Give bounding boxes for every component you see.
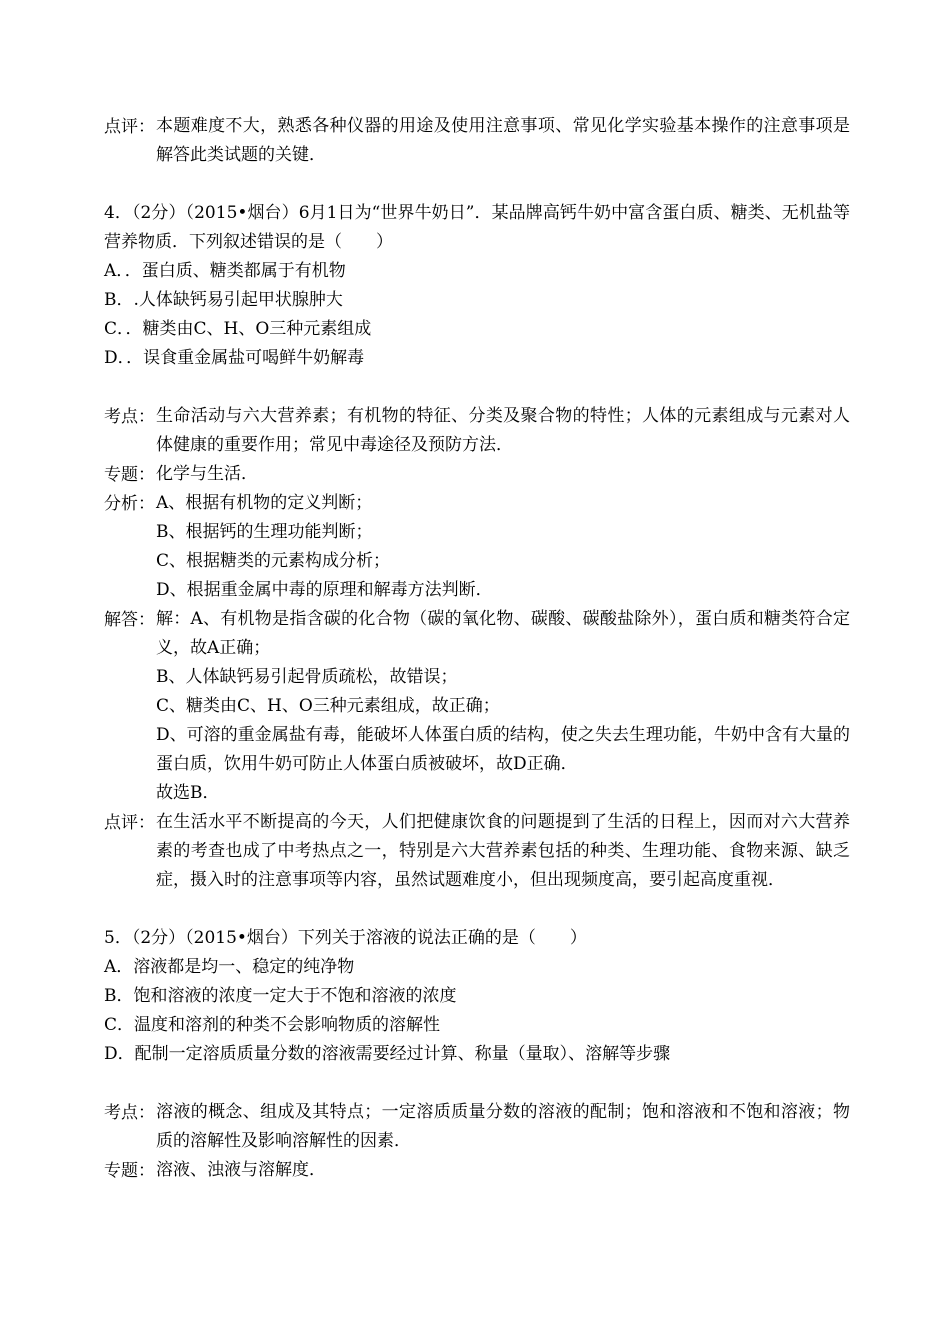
kaodian-label: 考点： <box>104 1103 155 1123</box>
fenxi-line-a: A、根据有机物的定义判断； <box>156 493 373 513</box>
q5-zhuanti <box>104 1156 850 1185</box>
review-text: 本题难度不大，熟悉各种仪器的用途及使用注意事项、常见化学实验基本操作的注意事项是解答此类试题的关键． <box>156 116 850 165</box>
q5-option-a: A．溶液都是均一、稳定的纯净物 <box>104 957 355 977</box>
q4-jieda <box>104 605 850 663</box>
q5-option-d: D．配制一定溶质质量分数的溶液需要经过计算、称量（量取）、溶解等步骤 <box>104 1044 671 1064</box>
jieda-line-b: B、人体缺钙易引起骨质疏松，故错误； <box>156 667 458 687</box>
fenxi-line-b: B、根据钙的生理功能判断； <box>156 522 373 542</box>
q4-option-c: C．．糖类由C、H、O三种元素组成 <box>104 319 372 339</box>
q5-stem: 5．（2分）（2015•烟台）下列关于溶液的说法正确的是（ ） <box>104 928 587 948</box>
jieda-first: 解：A、有机物是指含碳的化合物（碳的氧化物、碳酸、碳酸盐除外），蛋白质和糖类符合定义，故A正确； <box>156 609 850 658</box>
q4-zhuanti <box>104 460 850 489</box>
q4-review <box>104 808 850 895</box>
jieda-line-d: D、可溶的重金属盐有毒，能破坏人体蛋白质的结构，使之失去生理功能，牛奶中含有大量的蛋白质，饮用牛奶可防止人体蛋白质被破坏，故D正确． <box>156 725 850 774</box>
zhuanti-text: 溶液、浊液与溶解度． <box>156 1160 326 1180</box>
review-label: 点评： <box>104 117 155 137</box>
jieda-answer: 故选B． <box>156 783 220 803</box>
kaodian-label: 考点： <box>104 407 155 427</box>
jieda-line-c: C、糖类由C、H、O三种元素组成，故正确； <box>156 696 500 716</box>
q4-option-d: D．．误食重金属盐可喝鲜牛奶解毒 <box>104 348 365 368</box>
zhuanti-text: 化学与生活． <box>156 464 258 484</box>
document-page <box>104 112 850 1185</box>
q4-option-a: A．．蛋白质、糖类都属于有机物 <box>104 261 346 281</box>
q3-review <box>104 112 850 170</box>
review-text: 在生活水平不断提高的今天，人们把健康饮食的问题提到了生活的日程上，因而对六大营养素的考查也成了中考热点之一，特别是六大营养素包括的种类、生理功能、食物来源、缺乏症，摄入时的注意事项等内容，虽然试题难度小，但出现频度高，要引起高度重视． <box>156 812 850 890</box>
q4-fenxi <box>104 489 850 518</box>
kaodian-text: 溶液的概念、组成及其特点；一定溶质质量分数的溶液的配制；饱和溶液和不饱和溶液；物质的溶解性及影响溶解性的因素． <box>156 1102 850 1151</box>
q5-kaodian <box>104 1098 850 1156</box>
zhuanti-label: 专题： <box>104 1161 155 1181</box>
zhuanti-label: 专题： <box>104 465 155 485</box>
fenxi-line-c: C、根据糖类的元素构成分析； <box>156 551 391 571</box>
jieda-label: 解答： <box>104 610 155 630</box>
review-label: 点评： <box>104 813 155 833</box>
q5-option-c: C．温度和溶剂的种类不会影响物质的溶解性 <box>104 1015 441 1035</box>
kaodian-text: 生命活动与六大营养素；有机物的特征、分类及聚合物的特性；人体的元素组成与元素对人体健康的重要作用；常见中毒途径及预防方法． <box>156 406 850 455</box>
q4-kaodian <box>104 402 850 460</box>
q5-option-b: B．饱和溶液的浓度一定大于不饱和溶液的浓度 <box>104 986 457 1006</box>
q4-stem: 4．（2分）（2015•烟台）6月1日为“世界牛奶日”．某品牌高钙牛奶中富含蛋白质、糖类、无机盐等营养物质．下列叙述错误的是（ ） <box>104 203 850 252</box>
fenxi-label: 分析： <box>104 494 155 514</box>
fenxi-line-d: D、根据重金属中毒的原理和解毒方法判断． <box>156 580 493 600</box>
q4-option-b: B．.人体缺钙易引起甲状腺肿大 <box>104 290 343 310</box>
